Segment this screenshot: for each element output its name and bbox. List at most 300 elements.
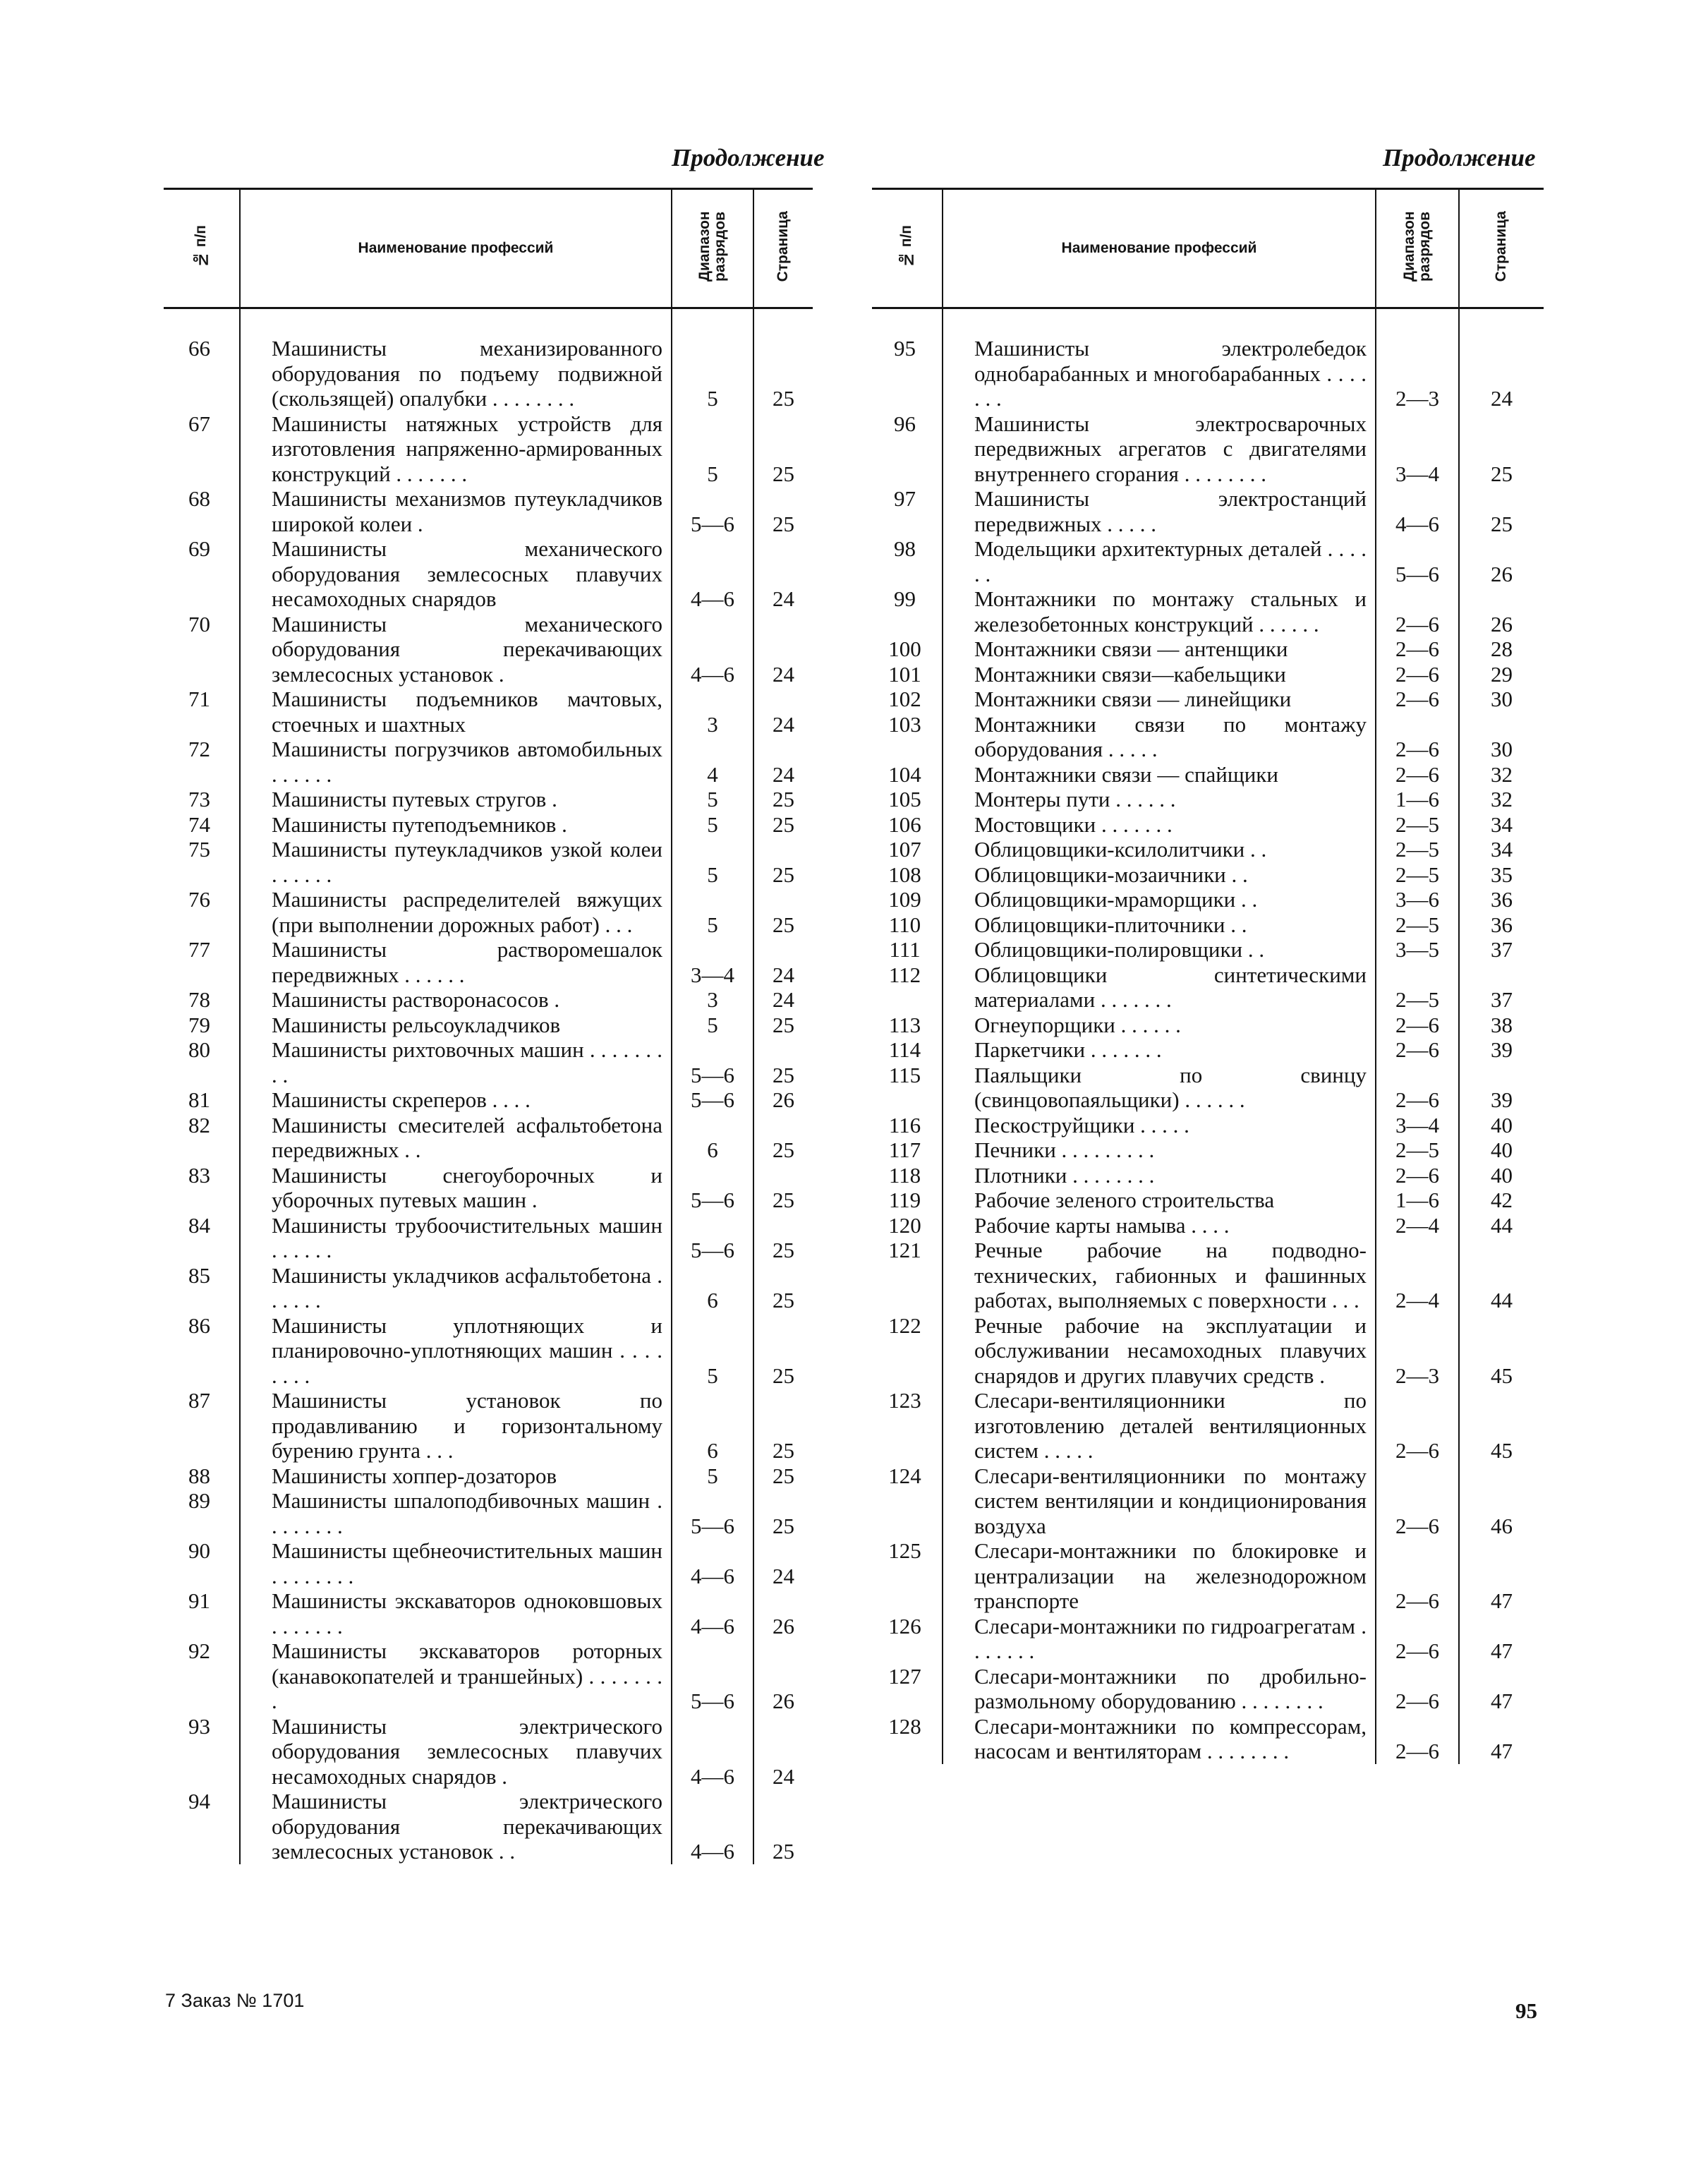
grade-range: 2—6 xyxy=(1376,1163,1459,1188)
page-ref: 25 xyxy=(773,1238,794,1262)
row-number: 123 xyxy=(888,1388,921,1413)
profession-name: Машинисты электролебедок однобарабанных и многобарабанных . . . . . . . xyxy=(943,308,1376,411)
page-ref: 25 xyxy=(773,461,794,486)
grade-range: 2—6 xyxy=(1376,1463,1459,1539)
row-number: 67 xyxy=(188,411,210,436)
grade-range: 2—3 xyxy=(1376,308,1459,411)
grade-range: 2—6 xyxy=(1376,662,1459,687)
page-ref: 25 xyxy=(773,862,794,887)
table-row xyxy=(164,1263,813,1313)
profession-name: Машинисты электрического оборудования землесосных плавучих несамоходных снарядов . xyxy=(240,1714,672,1789)
profession-name: Машинисты распределителей вяжущих (при выполнении дорожных работ) . . . xyxy=(240,887,672,937)
professions-table-left xyxy=(164,188,813,1864)
grade-range: 5 xyxy=(672,837,753,887)
profession-name: Машинисты механического оборудования землесосных плавучих несамоходных снарядов xyxy=(240,536,672,612)
page-ref: 39 xyxy=(1491,1037,1513,1062)
continuation-label-right: Продолжение xyxy=(1383,144,1536,171)
table-row xyxy=(164,612,813,687)
grade-range: 4—6 xyxy=(672,1714,753,1789)
profession-name: Слесари-вентиляционники по изготовлению деталей вентиляционных систем . . . . . xyxy=(943,1388,1376,1463)
grade-range: 2—6 xyxy=(1376,1063,1459,1113)
grade-range: 5 xyxy=(672,411,753,487)
table-row xyxy=(872,1664,1544,1714)
row-number: 66 xyxy=(188,336,210,361)
row-number: 76 xyxy=(188,887,210,912)
row-number: 124 xyxy=(888,1463,921,1488)
profession-name: Слесари-монтажники по блокировке и централизации на железнодорожном транспорте xyxy=(943,1538,1376,1614)
profession-name: Машинисты смесителей асфальтобетона передвижных . . xyxy=(240,1113,672,1163)
profession-name: Монтажники связи по монтажу оборудования . . . . . xyxy=(943,712,1376,762)
row-number: 88 xyxy=(188,1463,210,1488)
table-row xyxy=(164,1714,813,1789)
grade-range: 5 xyxy=(672,787,753,812)
table-row xyxy=(872,586,1544,636)
row-number: 101 xyxy=(888,661,921,687)
row-number: 78 xyxy=(188,987,210,1012)
row-number: 90 xyxy=(188,1538,210,1563)
profession-name: Монтажники связи — спайщики xyxy=(943,762,1376,787)
profession-name: Машинисты рельсоукладчиков xyxy=(240,1013,672,1038)
table-row xyxy=(164,737,813,787)
profession-name: Машинисты подъемников мачтовых, стоечных и шахтных xyxy=(240,687,672,737)
row-number: 116 xyxy=(888,1112,921,1137)
profession-name: Машинисты путевых стругов . xyxy=(240,787,672,812)
grade-range: 2—6 xyxy=(1376,636,1459,662)
row-number: 117 xyxy=(888,1137,921,1162)
table-row xyxy=(872,486,1544,536)
profession-name: Монтажники связи—кабельщики xyxy=(943,662,1376,687)
page-ref: 30 xyxy=(1491,737,1513,761)
table-row xyxy=(164,937,813,987)
row-number: 102 xyxy=(888,687,921,711)
grade-range: 2—5 xyxy=(1376,912,1459,938)
table-row xyxy=(872,411,1544,487)
grade-range: 3—4 xyxy=(1376,411,1459,487)
page-ref: 47 xyxy=(1491,1689,1513,1713)
row-number: 95 xyxy=(894,336,916,361)
grade-range: 5 xyxy=(672,1013,753,1038)
grade-range: 2—6 xyxy=(1376,1388,1459,1463)
page-ref: 34 xyxy=(1491,811,1513,837)
table-row xyxy=(872,536,1544,586)
row-number: 111 xyxy=(889,937,921,962)
row-number: 100 xyxy=(888,636,921,661)
row-number: 107 xyxy=(888,837,921,862)
page-ref: 25 xyxy=(1491,511,1513,536)
page-ref: 34 xyxy=(1491,837,1513,862)
page-ref: 24 xyxy=(773,711,794,737)
grade-range: 4—6 xyxy=(672,612,753,687)
grade-range: 2—5 xyxy=(1376,862,1459,888)
table-row xyxy=(872,862,1544,888)
grade-range: 5—6 xyxy=(672,1638,753,1714)
table-row xyxy=(164,1789,813,1864)
header-range: Диапазон разрядов xyxy=(672,189,753,308)
order-note: 7 Заказ № 1701 xyxy=(165,1990,305,2011)
grade-range: 4 xyxy=(672,737,753,787)
table-row xyxy=(872,1063,1544,1113)
row-number: 84 xyxy=(188,1212,210,1238)
table-row xyxy=(872,1163,1544,1188)
page-ref: 47 xyxy=(1491,1638,1513,1663)
table-row xyxy=(872,1388,1544,1463)
table-row xyxy=(164,1113,813,1163)
page-ref: 40 xyxy=(1491,1112,1513,1137)
page-ref: 36 xyxy=(1491,912,1513,937)
page-ref: 25 xyxy=(773,1463,794,1488)
table-row xyxy=(164,1638,813,1714)
page-ref: 46 xyxy=(1491,1513,1513,1538)
profession-name: Машинисты погрузчиков автомобильных . . . . . . xyxy=(240,737,672,787)
table-row xyxy=(164,687,813,737)
row-number: 92 xyxy=(188,1638,210,1663)
table-row xyxy=(164,1087,813,1113)
row-number: 70 xyxy=(188,611,210,636)
table-row xyxy=(164,837,813,887)
row-number: 121 xyxy=(888,1238,921,1262)
table-row xyxy=(872,1714,1544,1764)
grade-range: 5 xyxy=(672,308,753,411)
page-ref: 29 xyxy=(1491,661,1513,687)
row-number: 120 xyxy=(888,1212,921,1238)
profession-name: Машинисты электрического оборудования перекачивающих землесосных установок . . xyxy=(240,1789,672,1864)
grade-range: 5 xyxy=(672,812,753,838)
page-number: 95 xyxy=(1515,1998,1537,2023)
profession-name: Речные рабочие на подводно-технических, габионных и фашинных работах, выполняемых с поверхности . . . xyxy=(943,1238,1376,1313)
row-number: 113 xyxy=(888,1012,921,1037)
table-row xyxy=(872,912,1544,938)
table-row xyxy=(872,937,1544,962)
profession-name: Машинисты растворомешалок передвижных . . . . . . xyxy=(240,937,672,987)
header-name: Наименование профессий xyxy=(943,189,1376,308)
profession-name: Рабочие карты намыва . . . . xyxy=(943,1213,1376,1238)
page-ref: 24 xyxy=(773,987,794,1012)
table-header-row xyxy=(164,189,813,308)
table-row xyxy=(872,1137,1544,1163)
profession-name: Машинисты электростанций передвижных . . . . . xyxy=(943,486,1376,536)
table-row xyxy=(164,1463,813,1489)
page-ref: 25 xyxy=(773,1513,794,1538)
grade-range: 6 xyxy=(672,1263,753,1313)
table-row xyxy=(872,787,1544,812)
page-ref: 24 xyxy=(773,1563,794,1588)
table-row xyxy=(872,1188,1544,1213)
row-number: 94 xyxy=(188,1789,210,1813)
page-ref: 32 xyxy=(1491,787,1513,811)
profession-name: Машинисты механизированного оборудования по подъему подвижной (скользящей) опалубки . . . . . . . . xyxy=(240,308,672,411)
grade-range: 4—6 xyxy=(1376,486,1459,536)
page-ref: 25 xyxy=(773,386,794,411)
profession-name: Печники . . . . . . . . . xyxy=(943,1137,1376,1163)
profession-name: Машинисты растворонасосов . xyxy=(240,987,672,1013)
grade-range: 5—6 xyxy=(672,486,753,536)
profession-name: Машинисты механизмов путеукладчиков широкой колеи . xyxy=(240,486,672,536)
grade-range: 2—6 xyxy=(1376,1664,1459,1714)
row-number: 105 xyxy=(888,787,921,811)
page-ref: 44 xyxy=(1491,1288,1513,1312)
header-page: Страница xyxy=(753,189,813,308)
page-ref: 26 xyxy=(1491,561,1513,586)
table-row xyxy=(872,1213,1544,1238)
header-page: Страница xyxy=(1459,189,1544,308)
grade-range: 2—6 xyxy=(1376,1037,1459,1063)
row-number: 72 xyxy=(188,737,210,761)
profession-name: Машинисты установок по продавливанию и горизонтальному бурению грунта . . . xyxy=(240,1388,672,1463)
page-ref: 24 xyxy=(773,661,794,687)
page-ref: 25 xyxy=(773,912,794,937)
profession-name: Рабочие зеленого строительства xyxy=(943,1188,1376,1213)
page-ref: 37 xyxy=(1491,937,1513,962)
page-ref: 47 xyxy=(1491,1739,1513,1763)
profession-name: Монтеры пути . . . . . . xyxy=(943,787,1376,812)
grade-range: 2—6 xyxy=(1376,762,1459,787)
grade-range: 2—5 xyxy=(1376,1137,1459,1163)
grade-range: 2—5 xyxy=(1376,962,1459,1013)
table-row xyxy=(872,1238,1544,1313)
profession-name: Машинисты путеукладчиков узкой колеи . . . . . . xyxy=(240,837,672,887)
table-row xyxy=(872,887,1544,912)
profession-name: Машинисты электросварочных передвижных агрегатов с двигателями внутреннего сгорания . . . . . . . . xyxy=(943,411,1376,487)
grade-range: 5 xyxy=(672,1463,753,1489)
page-ref: 40 xyxy=(1491,1137,1513,1162)
profession-name: Машинисты экскаваторов одноковшовых . . . . . . . xyxy=(240,1588,672,1638)
row-number: 81 xyxy=(188,1087,210,1112)
page-ref: 25 xyxy=(773,1839,794,1864)
page-ref: 26 xyxy=(1491,611,1513,636)
table-row xyxy=(872,687,1544,712)
row-number: 99 xyxy=(894,586,916,611)
profession-name: Облицовщики-плиточники . . xyxy=(943,912,1376,938)
profession-name: Машинисты путеподъемников . xyxy=(240,812,672,838)
row-number: 114 xyxy=(888,1037,921,1062)
page-ref: 24 xyxy=(773,1763,794,1789)
grade-range: 5—6 xyxy=(672,1488,753,1538)
profession-name: Модельщики архитектурных деталей . . . . . . xyxy=(943,536,1376,586)
profession-name: Облицовщики-ксилолитчики . . xyxy=(943,837,1376,862)
row-number: 86 xyxy=(188,1312,210,1338)
table-row xyxy=(164,1013,813,1038)
profession-name: Облицовщики синтетическими материалами . . . . . . . xyxy=(943,962,1376,1013)
page-ref: 25 xyxy=(773,1188,794,1212)
row-number: 75 xyxy=(188,837,210,862)
table-row xyxy=(872,1037,1544,1063)
row-number: 119 xyxy=(888,1188,921,1212)
grade-range: 1—6 xyxy=(1376,1188,1459,1213)
grade-range: 2—6 xyxy=(1376,586,1459,636)
row-number: 115 xyxy=(888,1062,921,1087)
grade-range: 3 xyxy=(672,987,753,1013)
row-number: 127 xyxy=(888,1663,921,1689)
profession-name: Машинисты трубоочистительных машин . . . . . . xyxy=(240,1213,672,1263)
table-row xyxy=(164,1313,813,1389)
page-ref: 25 xyxy=(773,1288,794,1312)
row-number: 98 xyxy=(894,536,916,561)
row-number: 118 xyxy=(888,1162,921,1188)
grade-range: 2—6 xyxy=(1376,1714,1459,1764)
table-row xyxy=(872,1614,1544,1664)
page-ref: 30 xyxy=(1491,687,1513,711)
profession-name: Машинисты щебнеочистительных машин . . . . . . . . xyxy=(240,1538,672,1588)
table-row xyxy=(164,787,813,812)
grade-range: 4—6 xyxy=(672,1588,753,1638)
row-number: 97 xyxy=(894,486,916,511)
grade-range: 5—6 xyxy=(672,1213,753,1263)
page-ref: 26 xyxy=(773,1689,794,1713)
page-ref: 38 xyxy=(1491,1012,1513,1037)
table-row xyxy=(164,308,813,411)
grade-range: 3—5 xyxy=(1376,937,1459,962)
page-ref: 25 xyxy=(773,1137,794,1162)
profession-name: Слесари-монтажники по компрессорам, насосам и вентиляторам . . . . . . . . xyxy=(943,1714,1376,1764)
table-row xyxy=(164,887,813,937)
row-number: 89 xyxy=(188,1488,210,1513)
page-ref: 47 xyxy=(1491,1588,1513,1613)
grade-range: 2—4 xyxy=(1376,1238,1459,1313)
table-row xyxy=(164,987,813,1013)
grade-range: 5—6 xyxy=(1376,536,1459,586)
profession-name: Паркетчики . . . . . . . xyxy=(943,1037,1376,1063)
row-number: 83 xyxy=(188,1162,210,1188)
continuation-label-left: Продолжение xyxy=(672,144,825,171)
table-row xyxy=(164,1213,813,1263)
table-row xyxy=(164,812,813,838)
page-ref: 25 xyxy=(773,1062,794,1087)
row-number: 68 xyxy=(188,486,210,511)
profession-name: Машинисты уплотняющих и планировочно-уплотняющих машин . . . . . . . . xyxy=(240,1313,672,1389)
profession-name: Слесари-вентиляционники по монтажу систем вентиляции и кондиционирования воздуха xyxy=(943,1463,1376,1539)
grade-range: 3—6 xyxy=(1376,887,1459,912)
row-number: 125 xyxy=(888,1538,921,1563)
header-num: № п/п xyxy=(872,189,943,308)
page-ref: 25 xyxy=(773,811,794,837)
grade-range: 5—6 xyxy=(672,1087,753,1113)
row-number: 82 xyxy=(188,1112,210,1137)
grade-range: 2—6 xyxy=(1376,1538,1459,1614)
grade-range: 1—6 xyxy=(1376,787,1459,812)
table-row xyxy=(164,1588,813,1638)
profession-name: Речные рабочие на эксплуатации и обслуживании несамоходных плавучих снарядов и других плавучих средств . xyxy=(943,1313,1376,1389)
page-ref: 36 xyxy=(1491,887,1513,912)
table-row xyxy=(872,812,1544,838)
profession-name: Машинисты шпалоподбивочных машин . . . . . . . . xyxy=(240,1488,672,1538)
row-number: 79 xyxy=(188,1012,210,1037)
row-number: 128 xyxy=(888,1713,921,1739)
table-row xyxy=(872,837,1544,862)
table-row xyxy=(872,762,1544,787)
page-ref: 44 xyxy=(1491,1212,1513,1238)
table-row xyxy=(872,1313,1544,1389)
grade-range: 5 xyxy=(672,887,753,937)
page-ref: 26 xyxy=(773,1613,794,1638)
row-number: 112 xyxy=(888,962,921,987)
grade-range: 2—6 xyxy=(1376,1013,1459,1038)
grade-range: 5 xyxy=(672,1313,753,1389)
grade-range: 2—6 xyxy=(1376,712,1459,762)
grade-range: 2—5 xyxy=(1376,812,1459,838)
page-ref: 42 xyxy=(1491,1188,1513,1212)
table-row xyxy=(872,962,1544,1013)
grade-range: 2—4 xyxy=(1376,1213,1459,1238)
grade-range: 5—6 xyxy=(672,1163,753,1213)
table-row xyxy=(164,486,813,536)
table-row xyxy=(872,1538,1544,1614)
row-number: 109 xyxy=(888,887,921,912)
table-row xyxy=(872,1463,1544,1539)
table-row xyxy=(872,636,1544,662)
grade-range: 2—5 xyxy=(1376,837,1459,862)
profession-name: Слесари-монтажники по гидроагрегатам . . . . . . . xyxy=(943,1614,1376,1664)
page-ref: 24 xyxy=(773,962,794,987)
profession-name: Пескоструйщики . . . . . xyxy=(943,1113,1376,1138)
page-ref: 24 xyxy=(1491,386,1513,411)
table-row xyxy=(872,1013,1544,1038)
grade-range: 4—6 xyxy=(672,1538,753,1588)
profession-name: Монтажники связи — антенщики xyxy=(943,636,1376,662)
table-body-left xyxy=(164,308,813,1864)
page-ref: 24 xyxy=(773,586,794,611)
profession-name: Машинисты снегоуборочных и уборочных путевых машин . xyxy=(240,1163,672,1213)
profession-name: Облицовщики-мозаичники . . xyxy=(943,862,1376,888)
table-row xyxy=(164,411,813,487)
row-number: 106 xyxy=(888,811,921,837)
table-row xyxy=(164,536,813,612)
page-ref: 26 xyxy=(773,1087,794,1112)
row-number: 108 xyxy=(888,862,921,887)
profession-name: Машинисты хоппер-дозаторов xyxy=(240,1463,672,1489)
profession-name: Машинисты рихтовочных машин . . . . . . . . . xyxy=(240,1037,672,1087)
table-row xyxy=(164,1388,813,1463)
page-ref: 25 xyxy=(773,1363,794,1388)
row-number: 96 xyxy=(894,411,916,436)
page-ref: 32 xyxy=(1491,761,1513,787)
grade-range: 3—4 xyxy=(1376,1113,1459,1138)
page-ref: 25 xyxy=(1491,461,1513,486)
row-number: 71 xyxy=(188,687,210,711)
row-number: 91 xyxy=(188,1588,210,1613)
profession-name: Облицовщики-полировщики . . xyxy=(943,937,1376,962)
page-ref: 24 xyxy=(773,761,794,787)
profession-name: Монтажники связи — линейщики xyxy=(943,687,1376,712)
page-ref: 40 xyxy=(1491,1162,1513,1188)
page-ref: 45 xyxy=(1491,1438,1513,1463)
profession-name: Облицовщики-мраморщики . . xyxy=(943,887,1376,912)
table-row xyxy=(872,1113,1544,1138)
profession-name: Мостовщики . . . . . . . xyxy=(943,812,1376,838)
page-ref: 25 xyxy=(773,787,794,811)
grade-range: 3—4 xyxy=(672,937,753,987)
grade-range: 6 xyxy=(672,1388,753,1463)
page-ref: 28 xyxy=(1491,636,1513,661)
profession-name: Машинисты механического оборудования перекачивающих землесосных установок . xyxy=(240,612,672,687)
row-number: 104 xyxy=(888,761,921,787)
grade-range: 6 xyxy=(672,1113,753,1163)
page-ref: 35 xyxy=(1491,862,1513,887)
profession-name: Паяльщики по свинцу (свинцовопаяльщики) . . . . . . xyxy=(943,1063,1376,1113)
table-header-row xyxy=(872,189,1544,308)
header-name: Наименование профессий xyxy=(240,189,672,308)
profession-name: Машинисты укладчиков асфальтобетона . . . . . . xyxy=(240,1263,672,1313)
row-number: 73 xyxy=(188,787,210,811)
table-row xyxy=(164,1538,813,1588)
row-number: 126 xyxy=(888,1613,921,1638)
page-ref: 37 xyxy=(1491,987,1513,1012)
profession-name: Машинисты скреперов . . . . xyxy=(240,1087,672,1113)
row-number: 110 xyxy=(888,912,921,937)
row-number: 87 xyxy=(188,1388,210,1413)
profession-name: Машинисты натяжных устройств для изготовления напряженно-армированных конструкций . . . . . . . xyxy=(240,411,672,487)
table-row xyxy=(164,1037,813,1087)
grade-range: 4—6 xyxy=(672,1789,753,1864)
